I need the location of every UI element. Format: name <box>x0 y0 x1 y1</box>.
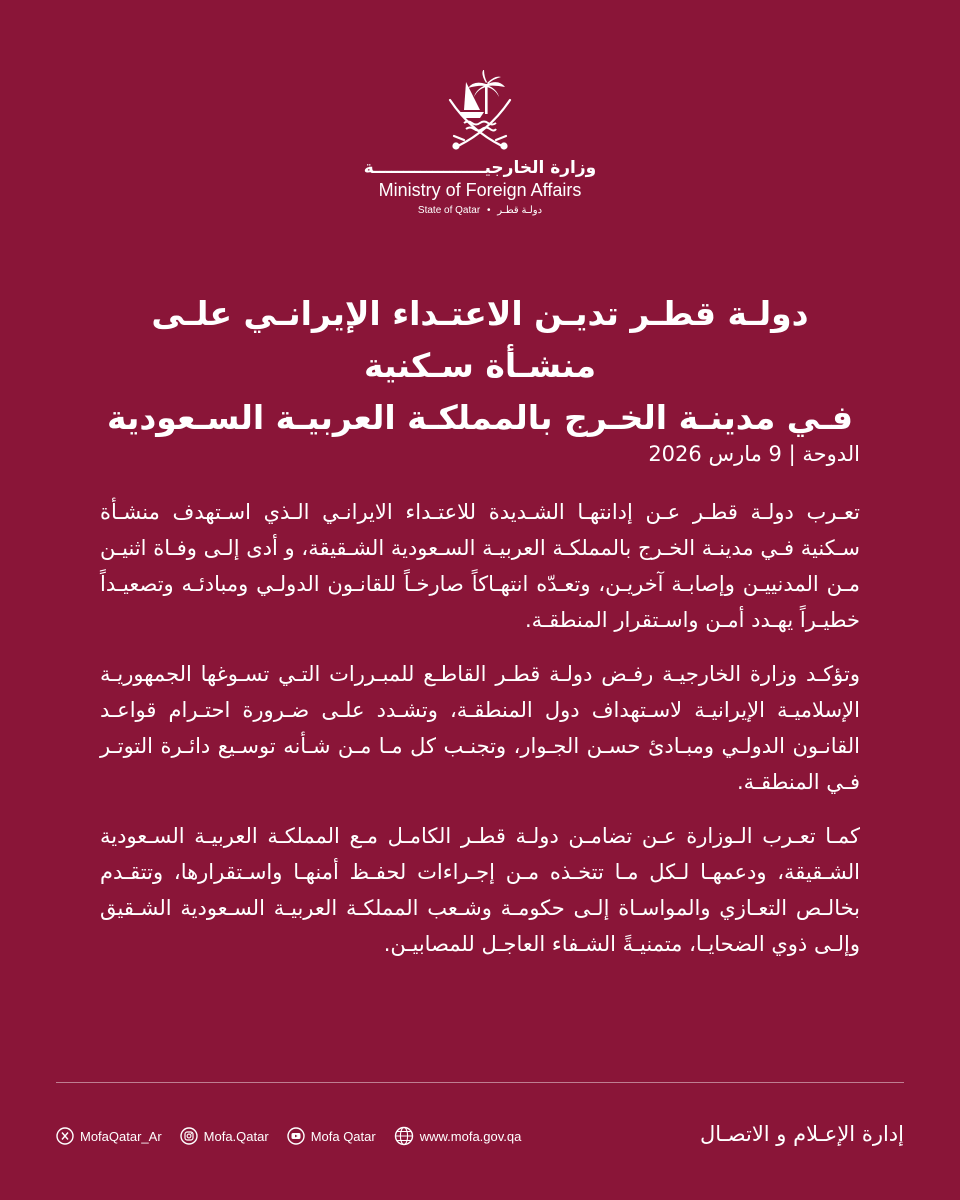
social-link-instagram[interactable] <box>180 1127 269 1145</box>
body-paragraph-3: كمـا تعـرب الـوزارة عـن تضامـن دولـة قطـر الكامـل مـع المملكـة العربيـة السـعودية الشـقيقة، ودعمهـا لـكل مـا تتخـذه مـن إجـراءات لحفـظ أمنهـا واسـتقرارها، وتتقـدم بخالـص التعـازي والمواسـاة إلـى حكومـة وشـعب المملكـة العربيـة السـعودية الشـقيق وإلـى ذوي الضحايـا، متمنيـةً الشـفاء العاجـل للمصابيـن. <box>100 824 860 956</box>
statement-body <box>100 436 860 980</box>
title-line-1: دولـة قطـر تديـن الاعتـداء الإيرانـي علـى منشـأة سـكنية <box>151 294 809 385</box>
social-links <box>56 1126 539 1146</box>
body-paragraph-1: تعـرب دولـة قطـر عـن إدانتهـا الشـديدة للاعتـداء الايرانـي الـذي اسـتهدف منشـأة سـكنية فـي مدينـة الخـرج بالمملكـة العربيـة السـعودية الشـقيقة، و أدى إلـى وفـاة اثنيـن مـن المدنييـن وإصابـة آخريـن، وتعـدّه انتهـاكاً صارخـاً للقانـون الدولـي ومبادئـه وتصعيـداً خطيـراً يهـدد أمـن واسـتقرار المنطقـة. <box>100 500 860 632</box>
social-label-youtube: Mofa Qatar <box>310 1128 376 1144</box>
social-link-x[interactable] <box>56 1127 162 1145</box>
title-line-2: فـي مدينـة الخـرج بالمملكـة العربيـة السـعودية <box>106 398 854 437</box>
state-separator: • <box>486 205 491 216</box>
instagram-icon <box>180 1127 198 1145</box>
ministry-logo <box>0 70 960 216</box>
social-label-website: www.mofa.gov.qa <box>419 1128 522 1144</box>
state-name-ar: دولـة قطـر <box>497 205 543 216</box>
state-name-en: State of Qatar <box>417 205 481 216</box>
ministry-name-en: Ministry of Foreign Affairs <box>378 180 582 200</box>
social-label-instagram: Mofa.Qatar <box>203 1128 269 1144</box>
qatar-emblem-icon <box>440 70 520 152</box>
footer-divider <box>56 1082 904 1083</box>
social-link-website[interactable] <box>394 1126 522 1146</box>
state-line <box>0 205 960 216</box>
globe-icon <box>394 1126 414 1146</box>
ministry-name-ar: وزارة الخارجيـــــــــــــــــــة <box>363 158 597 178</box>
youtube-icon <box>287 1127 305 1145</box>
department-name: إدارة الإعـلام و الاتصـال <box>699 1122 904 1146</box>
body-paragraph-2: وتؤكـد وزارة الخارجيـة رفـض دولـة قطـر القاطـع للمبـررات التـي تسـوغها الجمهوريـة الإسلاميـة الإيرانيـة لاسـتهداف دول المنطقـة، وتشـدد علـى ضـرورة احتـرام قواعـد القانـون الدولـي ومبـادئ حسـن الجـوار، وتجنـب كل مـا مـن شـأنه توسـيع دائـرة التوتـر فـي المنطقـة. <box>100 662 860 794</box>
statement-title <box>100 288 860 444</box>
dateline: الدوحة | 9 مارس 2026 <box>648 442 860 466</box>
x-icon <box>56 1127 74 1145</box>
social-label-x: MofaQatar_Ar <box>80 1128 162 1144</box>
social-link-youtube[interactable] <box>287 1127 376 1145</box>
